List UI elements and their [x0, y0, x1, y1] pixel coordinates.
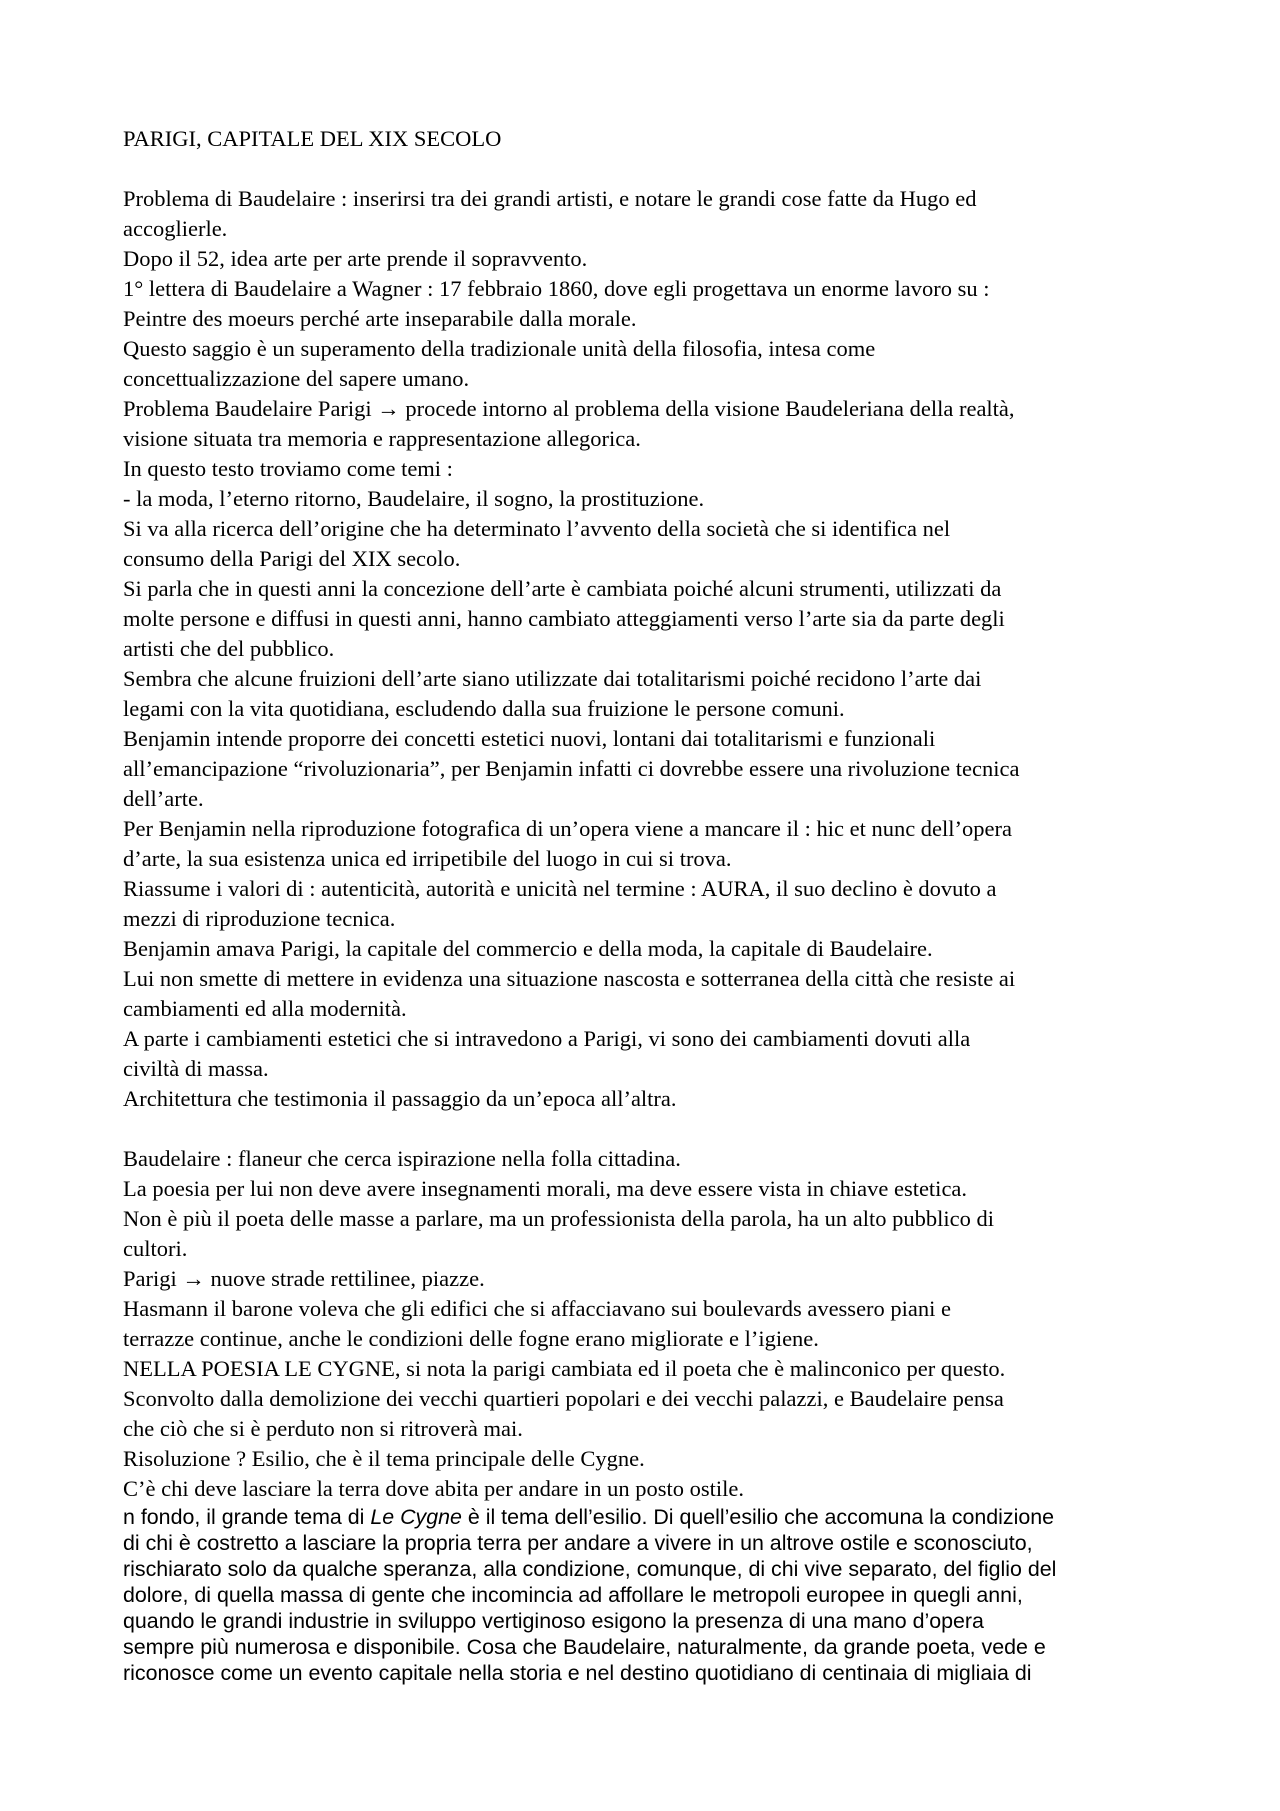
text-line: In questo testo troviamo come temi :	[123, 456, 453, 481]
text-line: Sconvolto dalla demolizione dei vecchi quartieri popolari e dei vecchi palazzi, e Baudelaire pensa	[123, 1386, 1004, 1411]
text-line: Non è più il poeta delle masse a parlare, ma un professionista della parola, ha un alto pubblico di	[123, 1206, 994, 1231]
quote-text: è il tema dell’esilio. Di quell’esilio che accomuna la condizione	[461, 1505, 1055, 1529]
text-line: Si va alla ricerca dell’origine che ha determinato l’avvento della società che si identifica nel	[123, 516, 951, 541]
text-line: consumo della Parigi del XIX secolo.	[123, 546, 461, 571]
text-line: accoglierle.	[123, 216, 228, 241]
text-line: Baudelaire : flaneur che cerca ispirazione nella folla cittadina.	[123, 1146, 681, 1171]
text-line: Benjamin intende proporre dei concetti estetici nuovi, lontani dai totalitarismi e funzionali	[123, 726, 936, 751]
text-line: Questo saggio è un superamento della tradizionale unità della filosofia, intesa come	[123, 336, 876, 361]
paragraph-block-2	[123, 1144, 1173, 1504]
text-line: Riassume i valori di : autenticità, autorità e unicità nel termine : AURA, il suo declino è dovuto a	[123, 876, 997, 901]
quote-line: rischiarato solo da qualche speranza, alla condizione, comunque, di chi vive separato, del figlio del	[123, 1557, 1057, 1581]
text-line: civiltà di massa.	[123, 1056, 269, 1081]
text-line: mezzi di riproduzione tecnica.	[123, 906, 396, 931]
text-line: La poesia per lui non deve avere insegnamenti morali, ma deve essere vista in chiave estetica.	[123, 1176, 968, 1201]
text-line: cambiamenti ed alla modernità.	[123, 996, 407, 1021]
paragraph-block-1	[123, 184, 1173, 1114]
text-line: che ciò che si è perduto non si ritroverà mai.	[123, 1416, 523, 1441]
text-line: artisti che del pubblico.	[123, 636, 335, 661]
document-body	[123, 124, 1173, 1686]
text-line: C’è chi deve lasciare la terra dove abita per andare in un posto ostile.	[123, 1476, 744, 1501]
text-line: Architettura che testimonia il passaggio da un’epoca all’altra.	[123, 1086, 677, 1111]
text-line: concettualizzazione del sapere umano.	[123, 366, 470, 391]
text-line: cultori.	[123, 1236, 188, 1261]
text-line: Benjamin amava Parigi, la capitale del commercio e della moda, la capitale di Baudelaire.	[123, 936, 933, 961]
text-line: Sembra che alcune fruizioni dell’arte siano utilizzate dai totalitarismi poiché recidono l’arte dai	[123, 666, 982, 691]
document-title: PARIGI, CAPITALE DEL XIX SECOLO	[123, 126, 502, 151]
text-line: molte persone e diffusi in questi anni, hanno cambiato atteggiamenti verso l’arte sia da parte degli	[123, 606, 1005, 631]
text-line: all’emancipazione “rivoluzionaria”, per Benjamin infatti ci dovrebbe essere una rivoluzione tecnica	[123, 756, 1020, 781]
text-line: Hasmann il barone voleva che gli edifici che si affacciavano sui boulevards avessero piani e	[123, 1296, 952, 1321]
quote-line: quando le grandi industrie in sviluppo vertiginoso esigono la presenza di una mano d’opera	[123, 1609, 984, 1633]
text-line: Risoluzione ? Esilio, che è il tema principale delle Cygne.	[123, 1446, 645, 1471]
text-line: Per Benjamin nella riproduzione fotografica di un’opera viene a mancare il : hic et nunc dell’opera	[123, 816, 1013, 841]
text-line: - la moda, l’eterno ritorno, Baudelaire, il sogno, la prostituzione.	[123, 486, 705, 511]
text-line: terrazze continue, anche le condizioni delle fogne erano migliorate e l’igiene.	[123, 1326, 819, 1351]
text-line: 1° lettera di Baudelaire a Wagner : 17 febbraio 1860, dove egli progettava un enorme lavoro su :	[123, 276, 990, 301]
text-line: Problema di Baudelaire : inserirsi tra dei grandi artisti, e notare le grandi cose fatte da Hugo ed	[123, 186, 977, 211]
poem-title: Le Cygne	[370, 1505, 462, 1529]
text-line: Si parla che in questi anni la concezione dell’arte è cambiata poiché alcuni strumenti, utilizzati da	[123, 576, 1002, 601]
quoted-passage	[123, 1504, 1173, 1686]
text-line: Parigi → nuove strade rettilinee, piazze.	[123, 1266, 485, 1291]
text-line: Peintre des moeurs perché arte inseparabile dalla morale.	[123, 306, 637, 331]
quote-line: riconosce come un evento capitale nella storia e nel destino quotidiano di centinaia di migliaia di	[123, 1661, 1032, 1685]
text-line: A parte i cambiamenti estetici che si intravedono a Parigi, vi sono dei cambiamenti dovuti alla	[123, 1026, 971, 1051]
quote-line: di chi è costretto a lasciare la propria terra per andare a vivere in un altrove ostile e sconosciuto,	[123, 1531, 1033, 1555]
text-line: d’arte, la sua esistenza unica ed irripetibile del luogo in cui si trova.	[123, 846, 732, 871]
text-line: Dopo il 52, idea arte per arte prende il sopravvento.	[123, 246, 588, 271]
text-line: NELLA POESIA LE CYGNE, si nota la parigi cambiata ed il poeta che è malinconico per questo.	[123, 1356, 1006, 1381]
text-line: legami con la vita quotidiana, escludendo dalla sua fruizione le persone comuni.	[123, 696, 845, 721]
quote-line: sempre più numerosa e disponibile. Cosa che Baudelaire, naturalmente, da grande poeta, vede e	[123, 1635, 1046, 1659]
text-line: dell’arte.	[123, 786, 204, 811]
quote-first-line	[123, 1504, 1173, 1530]
text-line: Problema Baudelaire Parigi → procede intorno al problema della visione Baudeleriana della realtà,	[123, 396, 1015, 421]
text-line: Lui non smette di mettere in evidenza una situazione nascosta e sotterranea della città che resiste ai	[123, 966, 1016, 991]
text-line: visione situata tra memoria e rappresentazione allegorica.	[123, 426, 641, 451]
quote-text: n fondo, il grande tema di	[123, 1505, 371, 1529]
quote-line: dolore, di quella massa di gente che incomincia ad affollare le metropoli europee in quegli anni,	[123, 1583, 1023, 1607]
